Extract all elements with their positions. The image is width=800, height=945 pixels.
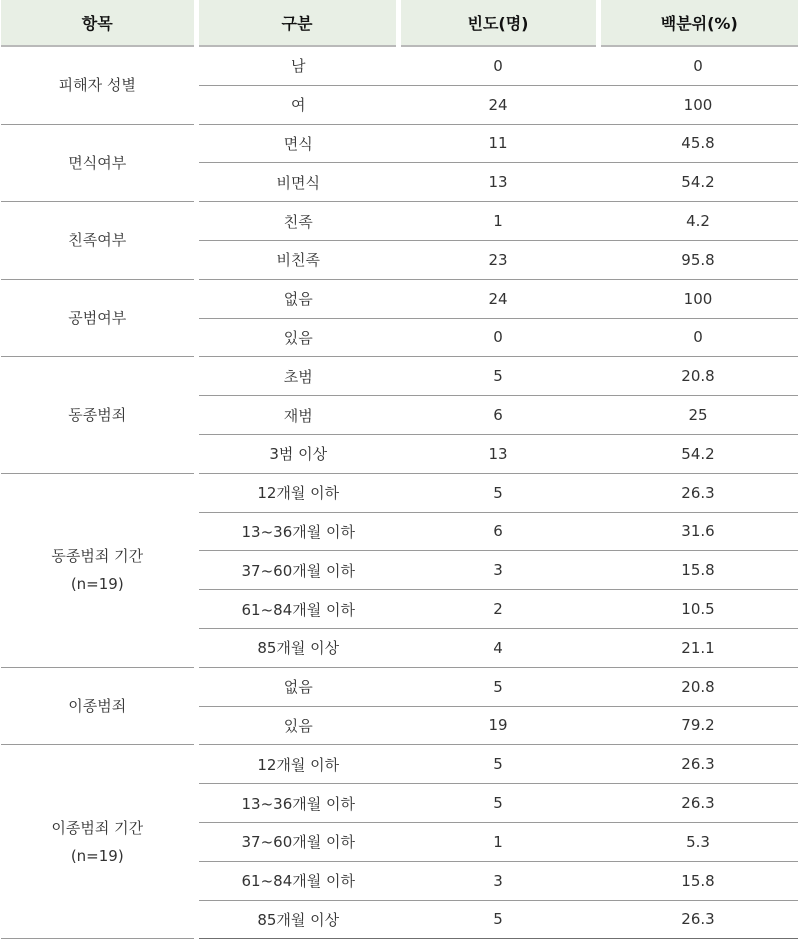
percentile-cell: 21.1 (598, 628, 798, 667)
frequency-cell: 5 (398, 900, 598, 939)
percentile-cell: 31.6 (598, 512, 798, 551)
frequency-cell: 2 (398, 590, 598, 629)
item-cell (1, 202, 196, 280)
frequency-cell: 6 (398, 512, 598, 551)
category-cell: 12개월 이하 (196, 473, 398, 512)
table-row (1, 46, 798, 85)
table-body (1, 46, 798, 939)
header-item: 항목 (1, 0, 196, 46)
percentile-cell: 26.3 (598, 784, 798, 823)
frequency-cell: 3 (398, 551, 598, 590)
category-cell: 37~60개월 이하 (196, 551, 398, 590)
table-row (1, 357, 798, 396)
item-cell (1, 46, 196, 124)
category-cell: 비친족 (196, 240, 398, 279)
category-cell: 61~84개월 이하 (196, 861, 398, 900)
category-cell: 85개월 이상 (196, 628, 398, 667)
item-cell (1, 473, 196, 667)
category-cell: 13~36개월 이하 (196, 784, 398, 823)
item-cell (1, 667, 196, 745)
percentile-cell: 26.3 (598, 745, 798, 784)
frequency-cell: 6 (398, 396, 598, 435)
frequency-cell: 24 (398, 85, 598, 124)
item-label: 친족여부 (68, 231, 127, 250)
item-label: 동종범죄 기간 (51, 547, 144, 566)
frequency-cell: 1 (398, 202, 598, 241)
category-cell: 13~36개월 이하 (196, 512, 398, 551)
percentile-cell: 15.8 (598, 861, 798, 900)
percentile-cell: 95.8 (598, 240, 798, 279)
statistics-table (1, 0, 798, 939)
percentile-cell: 26.3 (598, 473, 798, 512)
table-row (1, 473, 798, 512)
percentile-cell: 100 (598, 85, 798, 124)
frequency-cell: 13 (398, 163, 598, 202)
item-sample-size: (n=19) (70, 575, 124, 594)
percentile-cell: 5.3 (598, 822, 798, 861)
frequency-cell: 4 (398, 628, 598, 667)
category-cell: 친족 (196, 202, 398, 241)
percentile-cell: 45.8 (598, 124, 798, 163)
frequency-cell: 24 (398, 279, 598, 318)
category-cell: 없음 (196, 667, 398, 706)
percentile-cell: 15.8 (598, 551, 798, 590)
category-cell: 있음 (196, 706, 398, 745)
percentile-cell: 54.2 (598, 434, 798, 473)
frequency-cell: 5 (398, 357, 598, 396)
item-cell (1, 745, 196, 939)
frequency-cell: 23 (398, 240, 598, 279)
category-cell: 12개월 이하 (196, 745, 398, 784)
category-cell: 없음 (196, 279, 398, 318)
category-cell: 37~60개월 이하 (196, 822, 398, 861)
item-label: 이종범죄 기간 (51, 818, 144, 837)
frequency-cell: 11 (398, 124, 598, 163)
table-row (1, 124, 798, 163)
frequency-cell: 19 (398, 706, 598, 745)
percentile-cell: 0 (598, 318, 798, 357)
table-row (1, 745, 798, 784)
percentile-cell: 26.3 (598, 900, 798, 939)
item-label: 공범여부 (68, 309, 127, 328)
table-header (1, 0, 798, 46)
category-cell: 재범 (196, 396, 398, 435)
header-row (1, 0, 798, 46)
header-frequency: 빈도(명) (398, 0, 598, 46)
item-sample-size: (n=19) (70, 846, 124, 865)
item-label: 이종범죄 (68, 697, 127, 716)
percentile-cell: 0 (598, 46, 798, 85)
frequency-cell: 13 (398, 434, 598, 473)
category-cell: 남 (196, 46, 398, 85)
percentile-cell: 10.5 (598, 590, 798, 629)
percentile-cell: 4.2 (598, 202, 798, 241)
category-cell: 61~84개월 이하 (196, 590, 398, 629)
frequency-cell: 5 (398, 473, 598, 512)
item-cell (1, 124, 196, 202)
category-cell: 85개월 이상 (196, 900, 398, 939)
percentile-cell: 20.8 (598, 357, 798, 396)
frequency-cell: 1 (398, 822, 598, 861)
category-cell: 여 (196, 85, 398, 124)
header-category: 구분 (196, 0, 398, 46)
item-label: 면식여부 (68, 153, 127, 172)
table-row (1, 279, 798, 318)
table-row (1, 202, 798, 241)
item-cell (1, 279, 196, 357)
percentile-cell: 20.8 (598, 667, 798, 706)
table-row (1, 667, 798, 706)
category-cell: 3범 이상 (196, 434, 398, 473)
category-cell: 초범 (196, 357, 398, 396)
category-cell: 있음 (196, 318, 398, 357)
frequency-cell: 5 (398, 745, 598, 784)
item-label: 동종범죄 (68, 406, 127, 425)
item-cell (1, 357, 196, 473)
percentile-cell: 100 (598, 279, 798, 318)
category-cell: 면식 (196, 124, 398, 163)
frequency-cell: 5 (398, 667, 598, 706)
item-label: 피해자 성별 (58, 76, 136, 95)
percentile-cell: 54.2 (598, 163, 798, 202)
frequency-cell: 5 (398, 784, 598, 823)
frequency-cell: 0 (398, 46, 598, 85)
category-cell: 비면식 (196, 163, 398, 202)
percentile-cell: 25 (598, 396, 798, 435)
header-percentile: 백분위(%) (598, 0, 798, 46)
frequency-cell: 0 (398, 318, 598, 357)
percentile-cell: 79.2 (598, 706, 798, 745)
frequency-cell: 3 (398, 861, 598, 900)
